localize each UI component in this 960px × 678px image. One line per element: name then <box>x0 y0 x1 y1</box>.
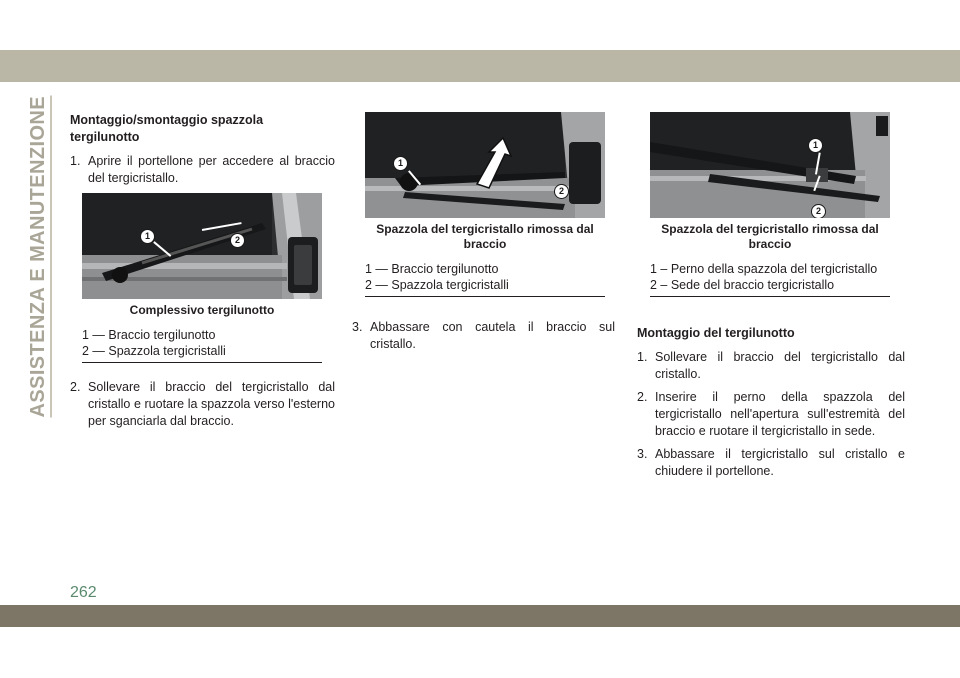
figure-2-legend <box>365 261 605 297</box>
figure-3 <box>650 112 890 297</box>
callout-1: 1 <box>140 229 155 244</box>
step-number: 3. <box>637 447 648 461</box>
legend-item-1: 1 — Braccio tergilunotto <box>365 262 499 276</box>
step-number: 2. <box>70 380 81 394</box>
callout-1: 1 <box>808 138 823 153</box>
figure-1 <box>82 193 322 363</box>
step-text: Inserire il perno della spazzola del tergicristallo nell'apertura sull'estremità del braccio e ruotare il tergicristallo in sede. <box>655 390 905 438</box>
step-text: Sollevare il braccio del tergicristallo dal cristallo. <box>655 350 905 381</box>
callout-1: 1 <box>393 156 408 171</box>
figure-2 <box>365 112 605 297</box>
step-3 <box>352 319 615 353</box>
step-1 <box>637 349 905 383</box>
step-number: 2. <box>637 390 648 404</box>
step-text: Sollevare il braccio del tergicristallo dal cristallo e ruotare la spazzola verso l'esterno per sganciarla dal braccio. <box>88 380 335 428</box>
header-band <box>0 50 960 82</box>
section-tab-label: ASSISTENZA E MANUTENZIONE <box>27 96 52 418</box>
figure-2-image <box>365 112 605 218</box>
section-heading: Montaggio del tergilunotto <box>637 326 795 340</box>
step-text: Abbassare con cautela il braccio sul cristallo. <box>370 320 615 351</box>
legend-item-2: 2 — Spazzola tergicristalli <box>365 278 509 292</box>
legend-item-1: 1 – Perno della spazzola del tergicristallo <box>650 262 878 276</box>
figure-1-legend <box>82 327 322 363</box>
figure-1-image <box>82 193 322 299</box>
figure-3-image <box>650 112 890 218</box>
section-tab <box>26 96 50 418</box>
legend-item-2: 2 — Spazzola tergicristalli <box>82 344 226 358</box>
step-number: 1. <box>70 154 81 168</box>
callout-2: 2 <box>811 204 826 218</box>
wiper-assembly-illustration <box>82 193 322 299</box>
callout-2: 2 <box>230 233 245 248</box>
figure-2-caption: Spazzola del tergicristallo rimossa dal braccio <box>376 222 594 251</box>
callout-2: 2 <box>554 184 569 199</box>
step-3 <box>637 446 905 480</box>
footer-band <box>0 605 960 627</box>
section-heading: Montaggio/smontaggio spazzola tergilunotto <box>70 113 264 144</box>
legend-item-1: 1 — Braccio tergilunotto <box>82 328 216 342</box>
legend-item-2: 2 – Sede del braccio tergicristallo <box>650 278 835 292</box>
step-text: Aprire il portellone per accedere al braccio del tergicristallo. <box>88 154 335 185</box>
column-2 <box>352 112 615 359</box>
step-2 <box>637 389 905 440</box>
page-number: 262 <box>70 584 97 601</box>
column-1 <box>70 112 335 436</box>
step-1 <box>70 153 335 187</box>
figure-3-legend <box>650 261 890 297</box>
wiper-pivot-illustration <box>650 112 890 218</box>
step-2 <box>70 379 335 430</box>
step-number: 1. <box>637 350 648 364</box>
figure-1-caption: Complessivo tergilunotto <box>129 303 275 317</box>
step-text: Abbassare il tergicristallo sul cristallo e chiudere il portellone. <box>655 447 905 478</box>
step-number: 3. <box>352 320 363 334</box>
figure-3-caption: Spazzola del tergicristallo rimossa dal braccio <box>661 222 879 251</box>
column-3 <box>637 112 905 486</box>
